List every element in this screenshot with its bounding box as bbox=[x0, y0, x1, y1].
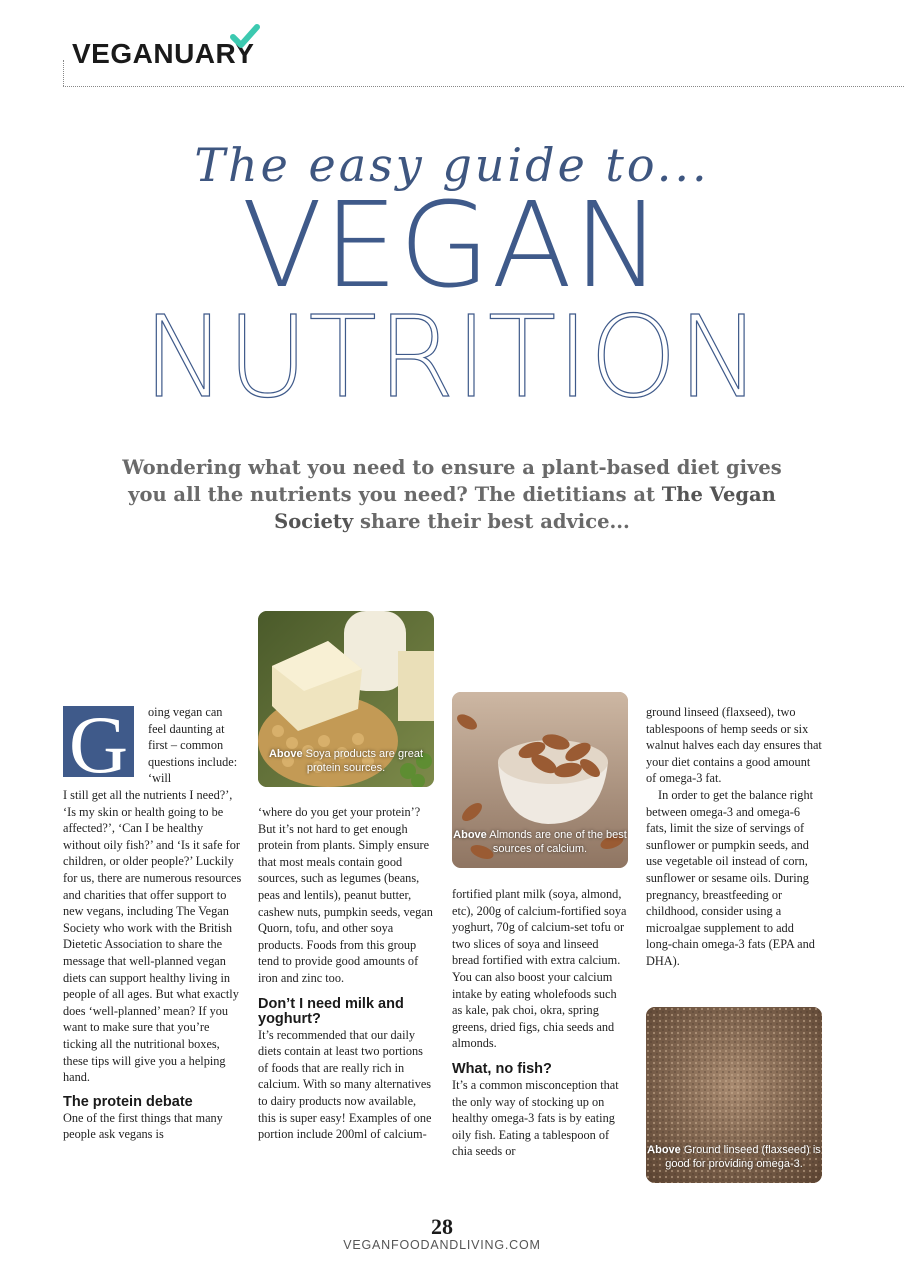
photo-soya-products bbox=[258, 611, 434, 787]
omega-text: It’s a common misconception that the only way of stocking up on healthy omega-3 fats is by eating oily fish. Eating a tablespoon of chia seeds or bbox=[452, 1077, 619, 1159]
caption-above-label: Above bbox=[453, 829, 487, 841]
standfirst-part1: Wondering what you need to ensure a plant-based diet gives you all the nutrients you need? The dietitians at bbox=[122, 456, 782, 506]
intro-beside-dropcap bbox=[148, 704, 240, 787]
calcium-text-continued: fortified plant milk (soya, almond, etc), 200g of calcium-fortified soya yoghurt, 70g of calcium-set tofu or two slices of soya and linseed bread fortified with extra calcium. You can also boost your calcium intake by eating wholefoods such as kale, pak choi, okra, spring greens, dried figs, chia seeds and almonds. bbox=[452, 887, 627, 1051]
column-4 bbox=[646, 704, 822, 970]
standfirst-bold: The Vegan Society bbox=[274, 483, 776, 533]
protein-text: One of the first things that many people ask vegans is bbox=[63, 1110, 223, 1142]
protein-text-continued: ‘where do you get your protein’? But it’s not hard to get enough protein from plants. Simply ensure that most meals contain good sources, such as legumes (beans, peas and lentils), peanut butter, cashew nuts, pumpkin seeds, vegan Quorn, tofu, and other soya products. Foods from this group tend to provide good amounts of iron and zinc too. bbox=[258, 805, 433, 985]
title-vegan: VEGAN bbox=[241, 176, 663, 314]
standfirst bbox=[120, 454, 784, 535]
column-2 bbox=[258, 804, 434, 1143]
caption-linseed-text: Ground linseed (flaxseed) is good for providing omega-3. bbox=[665, 1144, 821, 1170]
title-script: The easy guide to... bbox=[194, 138, 710, 192]
brand-text: VEGANUARY bbox=[72, 38, 255, 69]
intro-beside-text: oing vegan can feel daunting at first – common questions include: ‘will bbox=[148, 705, 238, 786]
header-rule-vertical bbox=[63, 60, 64, 86]
column-3 bbox=[452, 886, 628, 1160]
caption-above-label: Above bbox=[647, 1144, 681, 1156]
omega-text-continued: ground linseed (flaxseed), two tablespoons of hemp seeds or six walnut halves each day ensures that your diet contains a good amount of omega-3 fat. bbox=[646, 705, 822, 786]
heading-protein-debate: The protein debate bbox=[63, 1093, 193, 1110]
standfirst-part2: share their best advice... bbox=[353, 510, 630, 533]
column-1 bbox=[63, 787, 243, 1143]
photo-caption-linseed bbox=[646, 1143, 822, 1171]
heading-no-fish: What, no fish? bbox=[452, 1060, 552, 1077]
photo-caption-soya bbox=[258, 747, 434, 775]
caption-almonds-text: Almonds are one of the best sources of calcium. bbox=[486, 829, 627, 855]
footer-url: VEGANFOODANDLIVING.COM bbox=[343, 1238, 541, 1252]
checkmark-icon bbox=[230, 24, 260, 50]
omega-balance-text: In order to get the balance right between omega-3 and omega-6 fats, limit the size of servings of sunflower or pumpkin seeds, and use vegetable oil instead of corn, sunflower or sesame oils. During pregnancy, breastfeeding or childhood, consider using a microalgae supplement to add long-chain omega-3 fats (EPA and DHA). bbox=[646, 787, 815, 968]
photo-caption-almonds bbox=[452, 828, 628, 856]
brand-logo bbox=[72, 38, 254, 70]
caption-above-label: Above bbox=[268, 748, 303, 760]
caption-soya-text: Soya products are great protein sources. bbox=[302, 748, 424, 774]
header-rule bbox=[63, 86, 904, 87]
title-nutrition: NUTRITION bbox=[142, 293, 762, 423]
photo-ground-linseed bbox=[646, 1007, 822, 1183]
intro-text: I still get all the nutrients I need?’, ‘Is my skin or health going to be affected?’, ‘Can I be healthy without oily fish?’ and ‘Is it safe for children, or older people?’ Luckily for us, there are numerous resources and charities that offer support to new vegans, including The Vegan Society who work with the British Dietetic Association to share the message that well-planned vegan diets can support healthy living in people of all ages. But what exactly does ‘well-planned’ mean? If you want to make sure that you’re ticking all the nutritional boxes, these tips will give you a helping hand. bbox=[63, 788, 242, 1085]
photo-almonds bbox=[452, 692, 628, 868]
heading-milk-yoghurt: Don’t I need milk and yoghurt? bbox=[258, 995, 404, 1027]
calcium-text: It’s recommended that our daily diets contain at least two portions of foods that are really rich in calcium. With so many alternatives to dairy products now available, this is super easy! Examples of one portion include 200ml of calcium- bbox=[258, 1027, 432, 1142]
page-number: 28 bbox=[431, 1214, 453, 1239]
drop-cap: G bbox=[63, 706, 134, 777]
